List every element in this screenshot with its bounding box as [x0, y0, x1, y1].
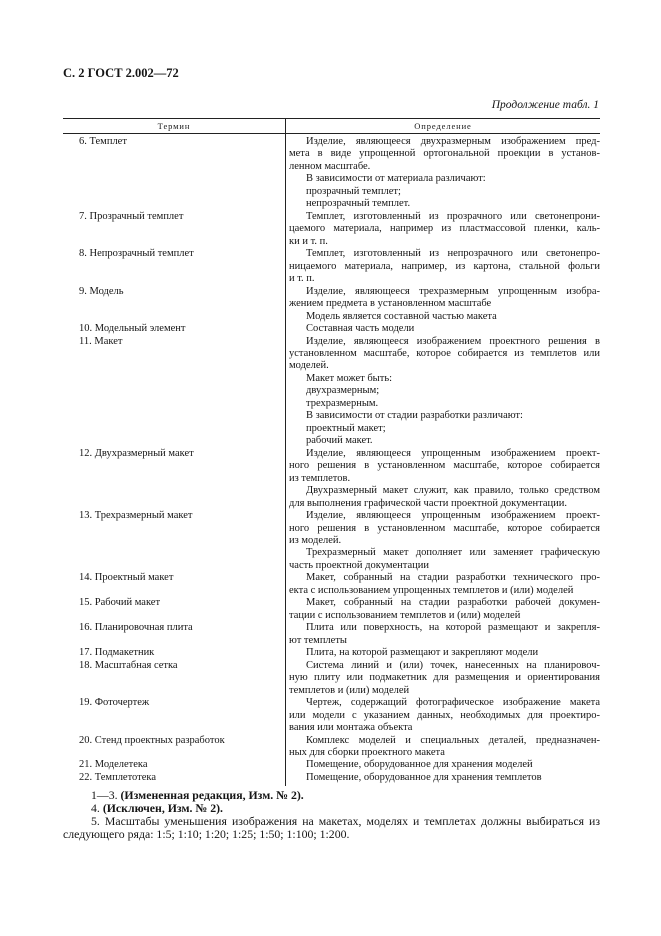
- definition-line: вания или монтажа объекта: [289, 722, 413, 734]
- table-row: [63, 136, 600, 211]
- term: 14. Проектный макет: [79, 572, 174, 584]
- definition: [289, 510, 600, 572]
- table-row: [63, 211, 600, 248]
- definition-line: ных для сборки проектного макета: [289, 746, 445, 758]
- definition-line: и т. п.: [289, 273, 315, 285]
- term: 19. Фоточертеж: [79, 697, 150, 709]
- term: 11. Макет: [79, 335, 123, 347]
- term: 9. Модель: [79, 285, 124, 297]
- definition: [289, 336, 600, 448]
- term: 22. Темплетотека: [79, 771, 157, 783]
- definition-line: установленном масштабе, которое собирается из темплетов или: [289, 347, 600, 359]
- table-row: [63, 448, 600, 510]
- definition-line: трехразмерным.: [306, 397, 379, 409]
- table-row: [63, 697, 600, 734]
- definition-line: жением предмета в установленном масштабе: [289, 298, 492, 310]
- term: 15. Рабочий макет: [79, 597, 161, 609]
- column-divider: [285, 118, 286, 786]
- term: 21. Моделетека: [79, 759, 148, 771]
- definition: [289, 136, 600, 211]
- definition-line: ки и т. п.: [289, 235, 328, 247]
- definition-line: Темплет, изготовленный из прозрачного или светонепрони-: [306, 210, 600, 222]
- notes-section: [63, 789, 600, 841]
- table-row: [63, 597, 600, 622]
- definition: [289, 572, 600, 597]
- definition: [289, 647, 600, 659]
- definition-line: для выполнения графической части проектной документации.: [289, 497, 568, 509]
- definition-line: непрозрачный темплет.: [306, 198, 411, 210]
- definition: [289, 735, 600, 760]
- definition-line: часть проектной документации: [289, 559, 429, 571]
- definition: [289, 772, 600, 784]
- definition-line: ного решения в установленном масштабе, которое собирается: [289, 460, 600, 472]
- table-row: [63, 336, 600, 448]
- paragraph-5-line: следующего ряда: 1:5; 1:10; 1:20; 1:25; 1:50; 1:100; 1:200.: [63, 827, 350, 841]
- term: 10. Модельный элемент: [79, 323, 186, 335]
- definition: [289, 248, 600, 285]
- definition-line: ют темплеты: [289, 634, 347, 646]
- definition-line: Изделие, являющееся трехразмерным упрощенным изобра-: [306, 285, 600, 297]
- definition-line: Макет, собранный на стадии разработки рабочей докумен-: [306, 597, 600, 609]
- definition-line: тации с использованием темплетов и (или) моделей: [289, 609, 521, 621]
- column-header-term: Термин: [157, 121, 191, 131]
- definition-line: из темплетов.: [289, 472, 351, 484]
- table-row: [63, 510, 600, 572]
- definition-line: рабочий макет.: [306, 435, 373, 447]
- definition-line: Изделие, являющееся двухразмерным изображением пред-: [306, 136, 600, 147]
- definition-line: Плита или поверхность, на которой размещают и закрепля-: [306, 622, 600, 634]
- definition-line: ницаемого материала, например, из картона, стальной фольги: [289, 260, 600, 272]
- definition-line: Макет, собранный на стадии разработки технического про-: [306, 572, 600, 584]
- definition-line: Двухразмерный макет служит, как правило, только средством: [306, 485, 600, 497]
- table-row: [63, 759, 600, 771]
- definition-line: Темплет, изготовленный из непрозрачного или светонепро-: [306, 248, 600, 260]
- definition-line: Составная часть модели: [306, 323, 415, 335]
- definition-line: екта с использованием упрощенных темплетов и (или) моделей: [289, 584, 574, 596]
- definition-line: Помещение, оборудованное для хранения моделей: [306, 759, 533, 771]
- term: 20. Стенд проектных разработок: [79, 734, 225, 746]
- table-row: [63, 248, 600, 285]
- term: 6. Темплет: [79, 136, 127, 147]
- definition-line: двухразмерным;: [306, 385, 380, 397]
- definition: [289, 448, 600, 510]
- definition: [289, 660, 600, 697]
- definition-line: Комплекс моделей и специальных деталей, предназначен-: [306, 734, 600, 746]
- table-row: [63, 647, 600, 659]
- definition-line: Модель является составной частью макета: [306, 310, 497, 322]
- definition-line: Помещение, оборудованное для хранения темплетов: [306, 771, 542, 783]
- table-body: [63, 136, 600, 784]
- definition: [289, 323, 600, 335]
- definition-line: Изделие, являющееся упрощенным изображением проект-: [306, 447, 600, 459]
- definition-line: Изделие, являющееся упрощенным изображением проект-: [306, 510, 600, 522]
- terms-table: [63, 118, 600, 784]
- page-reference: С. 2 ГОСТ 2.002—72: [63, 66, 179, 80]
- definition-line: проектный макет;: [306, 422, 386, 434]
- note-number: 1—3.: [91, 788, 118, 802]
- definition-line: или модели с указанием данных, необходимых для проектиро-: [289, 709, 600, 721]
- definition-line: темплетов и (или) моделей: [289, 684, 410, 696]
- term: 13. Трехразмерный макет: [79, 510, 193, 522]
- definition-line: Макет может быть:: [306, 372, 393, 384]
- definition-line: мета в виде упрощенной ортогональной проекции в установ-: [289, 148, 600, 160]
- table-row: [63, 660, 600, 697]
- definition-line: В зависимости от материала различают:: [306, 173, 486, 185]
- definition-line: Трехразмерный макет дополняет или заменяет графическую: [306, 547, 600, 559]
- table-row: [63, 622, 600, 647]
- definition-line: Изделие, являющееся изображением проектного решения в: [306, 335, 600, 347]
- column-header-definition: Определение: [414, 121, 472, 131]
- definition: [289, 211, 600, 248]
- definition-line: ную плиту или подмакетник для размещения и ориентирования: [289, 672, 600, 684]
- table-row: [63, 735, 600, 760]
- definition-line: ленном масштабе.: [289, 160, 371, 172]
- definition: [289, 759, 600, 771]
- definition-line: В зависимости от стадии разработки различают:: [306, 410, 523, 422]
- definition-line: моделей.: [289, 360, 329, 372]
- table-row: [63, 323, 600, 335]
- table-continuation-label: Продолжение табл. 1: [491, 99, 599, 111]
- term: 17. Подмакетник: [79, 647, 155, 659]
- table-row: [63, 772, 600, 784]
- definition-line: Плита, на которой размещают и закрепляют модели: [306, 647, 539, 659]
- table-header: [63, 118, 600, 134]
- definition: [289, 622, 600, 647]
- note-text: (Измененная редакция, Изм. № 2).: [120, 788, 304, 802]
- definition-line: прозрачный темплет;: [306, 185, 401, 197]
- table-row: [63, 286, 600, 323]
- term: 8. Непрозрачный темплет: [79, 248, 194, 260]
- definition-line: из моделей.: [289, 535, 342, 546]
- term: 16. Планировочная плита: [79, 622, 193, 634]
- definition: [289, 597, 600, 622]
- definition-line: Чертеж, содержащий фотографическое изображение макета: [306, 697, 600, 709]
- definition: [289, 697, 600, 734]
- term: 12. Двухразмерный макет: [79, 447, 194, 459]
- term: 7. Прозрачный темплет: [79, 210, 184, 222]
- note-text: (Исключен, Изм. № 2).: [102, 801, 223, 815]
- definition: [289, 286, 600, 323]
- term: 18. Масштабная сетка: [79, 659, 178, 671]
- table-row: [63, 572, 600, 597]
- definition-line: цаемого материала, например из пластмассовой пленки, каль-: [289, 223, 600, 235]
- definition-line: ного решения в установленном масштабе, которое собирается: [289, 522, 600, 534]
- definition-line: Система линий и (или) точек, нанесенных на планировоч-: [306, 659, 600, 671]
- paragraph-5-line: 5. Масштабы уменьшения изображения на макетах, моделях и темплетах должны выбираться из: [91, 814, 600, 828]
- note-number: 4.: [91, 801, 100, 815]
